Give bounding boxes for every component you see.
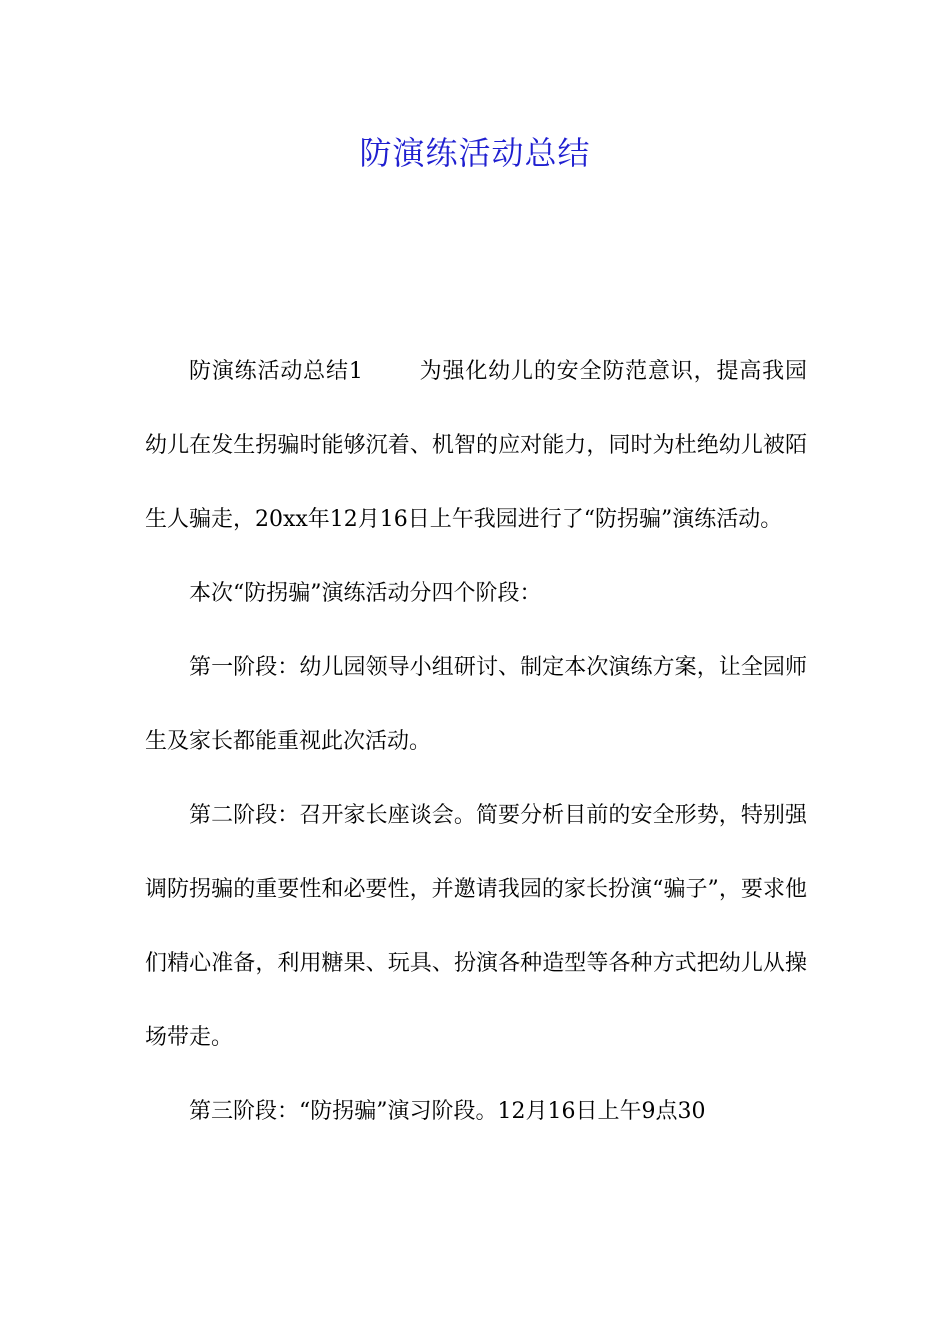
document-title: 防演练活动总结 [359, 134, 591, 172]
paragraph-4: 第二阶段：召开家长座谈会。简要分析目前的安全形势，特别强调防拐骗的重要性和必要性，并邀请我园的家长扮演“骗子”，要求他们精心准备，利用糖果、玩具、扮演各种造型等各种方式把幼儿从操场带走。 [145, 803, 807, 1050]
paragraph-2: 本次“防拐骗”演练活动分四个阶段： [189, 581, 542, 606]
document-body [145, 335, 807, 1149]
paragraph-3: 第一阶段：幼儿园领导小组研讨、制定本次演练方案，让全园师生及家长都能重视此次活动。 [145, 655, 807, 754]
paragraph-5: 第三阶段：“防拐骗”演习阶段。12月16日上午9点30 [189, 1099, 706, 1124]
paragraph-text: 为强化幼儿的安全防范意识，提高我园幼儿在发生拐骗时能够沉着、机智的应对能力，同时为杜绝幼儿被陌生人骗走，20xx年12月16日上午我园进行了“防拐骗”演练活动。 [145, 359, 807, 532]
paragraph-1 [145, 335, 807, 557]
section-heading: 防演练活动总结1 [189, 359, 363, 384]
